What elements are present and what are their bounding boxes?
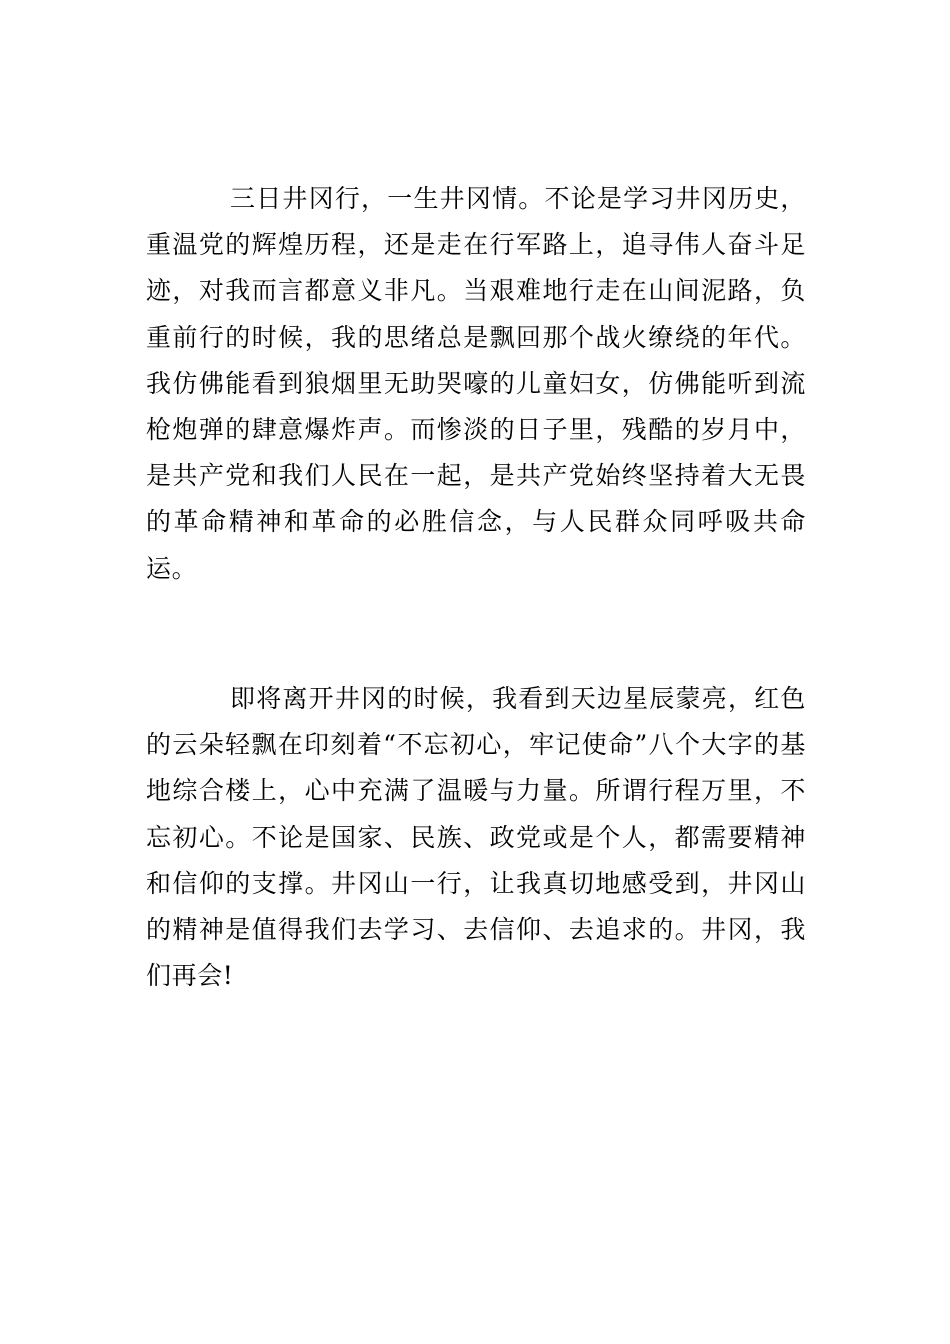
body-paragraph-2: 即将离开井冈的时候，我看到天边星辰蒙亮，红色的云朵轻飘在印刻着“不忘初心，牢记使命”八个大字的基地综合楼上，心中充满了温暖与力量。所谓行程万里，不忘初心。不论是国家、民族、政党或是个人，都需要精神和信仰的支撑。井冈山一行，让我真切地感受到，井冈山的精神是值得我们去学习、去信仰、去追求的。井冈，我们再会! <box>146 684 806 991</box>
body-paragraph-1: 三日井冈行，一生井冈情。不论是学习井冈历史，重温党的辉煌历程，还是走在行军路上，追寻伟人奋斗足迹，对我而言都意义非凡。当艰难地行走在山间泥路，负重前行的时候，我的思绪总是飘回那个战火缭绕的年代。我仿佛能看到狼烟里无助哭嚎的儿童妇女，仿佛能听到流枪炮弹的肆意爆炸声。而惨淡的日子里，残酷的岁月中，是共产党和我们人民在一起，是共产党始终坚持着大无畏的革命精神和革命的必胜信念，与人民群众同呼吸共命运。 <box>146 184 806 583</box>
